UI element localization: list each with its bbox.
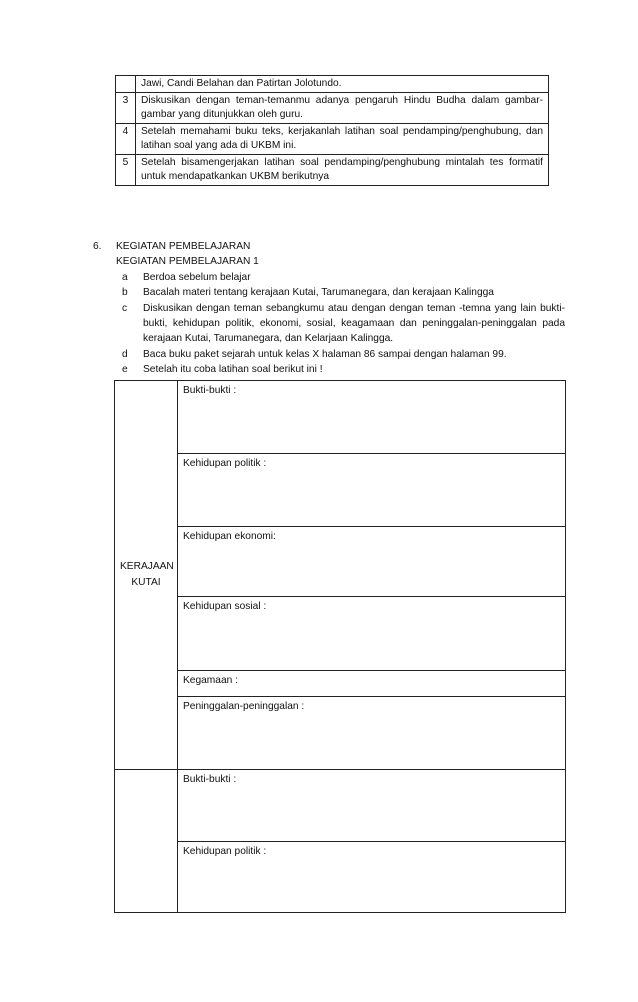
answer-field[interactable]: Bukti-bukti :	[178, 381, 566, 454]
list-item	[93, 285, 565, 300]
item-letter: a	[122, 271, 128, 283]
answer-field[interactable]: Kegamaan :	[178, 671, 566, 697]
answer-field[interactable]: Kehidupan sosial :	[178, 597, 566, 671]
step-number: 3	[116, 93, 136, 124]
step-number: 5	[116, 155, 136, 186]
item-text: Berdoa sebelum belajar	[143, 271, 251, 283]
answer-field[interactable]: Kehidupan politik :	[178, 842, 566, 913]
list-item	[93, 347, 565, 362]
answer-field[interactable]: Kehidupan ekonomi:	[178, 527, 566, 597]
list-item	[93, 362, 565, 377]
answer-field[interactable]: Kehidupan politik :	[178, 454, 566, 527]
item-letter: c	[122, 302, 128, 314]
table-row	[115, 770, 566, 842]
table-row	[115, 527, 566, 597]
item-letter: e	[122, 364, 128, 376]
step-text: Jawi, Candi Belahan dan Patirtan Jolotundo.	[136, 76, 549, 93]
item-text: Diskusikan dengan teman sebangkumu atau dengan dengan teman -temna yang lain bukti-bukti, kehidupan politik, ekonomi, sosial, keagamaan dan peninggalan-peninggalan pada kerajaan Kutai, Tarumanegara, dan Kelarjaan Kalingga.	[143, 302, 565, 345]
table-row	[115, 842, 566, 913]
item-letter: d	[122, 348, 128, 360]
step-text: Setelah memahami buku teks, kerjakanlah latihan soal pendamping/penghubung, dan latihan soal yang ada di UKBM ini.	[136, 124, 549, 155]
section-number: 6.	[93, 241, 102, 252]
table-row	[115, 381, 566, 454]
item-text: Bacalah materi tentang kerajaan Kutai, Tarumanegara, dan kerajaan Kalingga	[143, 287, 494, 299]
learning-steps-table	[115, 75, 549, 186]
learning-activity-section	[93, 239, 565, 378]
step-text: Diskusikan dengan teman-temanmu adanya pengaruh Hindu Budha dalam gambar-gambar yang ditunjukkan oleh guru.	[136, 93, 549, 124]
table-row	[115, 454, 566, 527]
kingdom-name-line: KUTAI	[131, 577, 161, 588]
table-row	[115, 597, 566, 671]
table-row	[116, 155, 549, 186]
section-heading	[93, 239, 565, 254]
section-subtitle: KEGIATAN PEMBELAJARAN 1	[116, 256, 259, 268]
kingdom-name-cell	[115, 381, 178, 770]
table-row	[115, 671, 566, 697]
answer-field[interactable]: Peninggalan-peninggalan :	[178, 697, 566, 770]
kingdom-name-cell	[115, 770, 178, 913]
kingdom-worksheet-table	[114, 380, 566, 913]
table-row	[116, 124, 549, 155]
step-number	[116, 76, 136, 93]
answer-field[interactable]: Bukti-bukti :	[178, 770, 566, 842]
step-text: Setelah bisamengerjakan latihan soal pendamping/penghubung mintalah tes formatif untuk mendapatkankan UKBM berikutnya	[136, 155, 549, 186]
list-item	[93, 270, 565, 285]
table-row	[116, 93, 549, 124]
kingdom-name-line: KERAJAAN	[120, 561, 174, 572]
step-number: 4	[116, 124, 136, 155]
section-title: KEGIATAN PEMBELAJARAN	[116, 241, 251, 252]
table-row	[116, 76, 549, 93]
list-item	[93, 301, 565, 347]
item-text: Baca buku paket sejarah untuk kelas X halaman 86 sampai dengan halaman 99.	[143, 348, 507, 360]
item-text: Setelah itu coba latihan soal berikut ini !	[143, 364, 323, 376]
item-letter: b	[122, 287, 128, 299]
table-row	[115, 697, 566, 770]
